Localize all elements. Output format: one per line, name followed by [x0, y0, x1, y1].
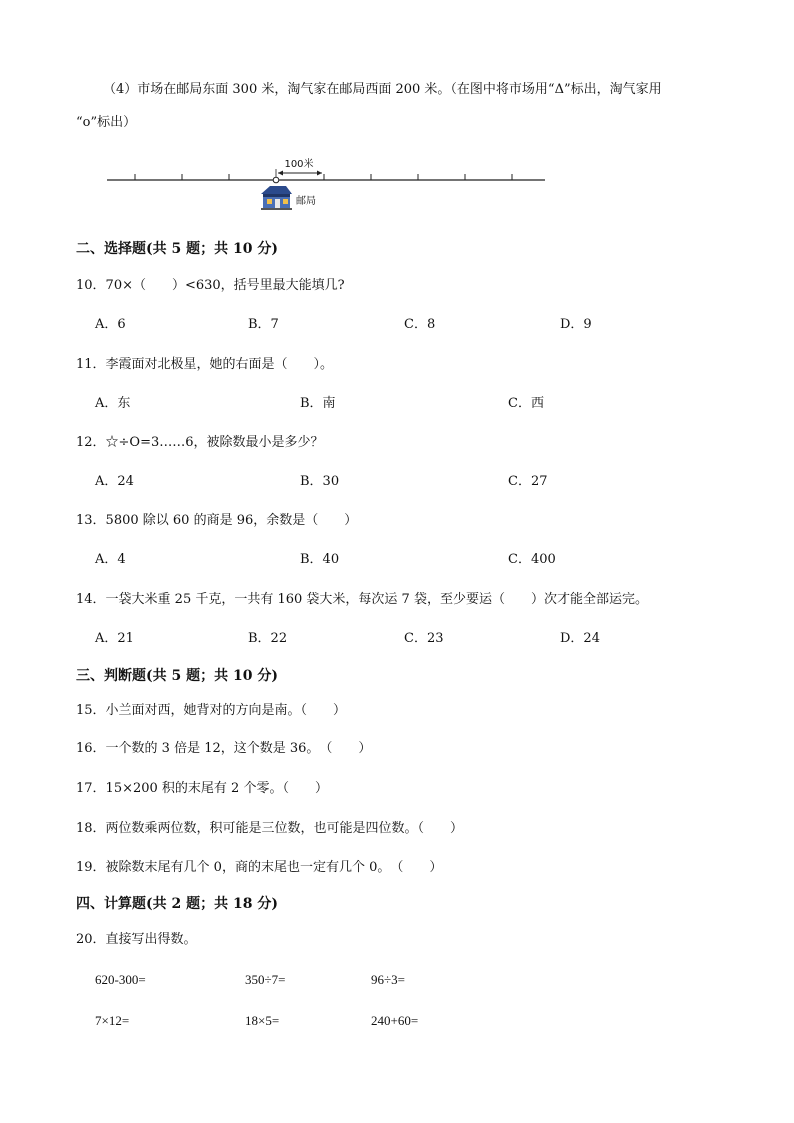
section3-title: 三、判断题(共 5 题；共 10 分) — [76, 668, 278, 684]
q11-option-c[interactable]: C．西 — [508, 396, 544, 411]
q12-option-b[interactable]: B．30 — [300, 474, 340, 489]
calc-item: 18×5= — [245, 1013, 280, 1028]
q14-option-c[interactable]: C．23 — [404, 631, 444, 646]
scale-arrowhead-right — [317, 171, 322, 176]
q14-option-d[interactable]: D．24 — [560, 631, 600, 646]
scale-label: 100米 — [284, 159, 314, 170]
q12-option-c[interactable]: C．27 — [508, 474, 548, 489]
post-office-point — [273, 177, 279, 183]
q14-option-b[interactable]: B．22 — [248, 631, 288, 646]
number-line-diagram — [100, 150, 560, 218]
q18-text: 18．两位数乘两位数，积可能是三位数，也可能是四位数。（ ） — [76, 821, 464, 836]
q13-option-b[interactable]: B．40 — [300, 552, 340, 567]
calc-item: 350÷7= — [245, 972, 286, 987]
q11-option-a[interactable]: A．东 — [95, 396, 131, 411]
q20-stem: 20．直接写出得数。 — [76, 932, 197, 947]
q10-stem: 10．70×（ ）<630，括号里最大能填几? — [76, 278, 345, 293]
q19-text: 19．被除数末尾有几个 0，商的末尾也一定有几个 0。 （ ） — [76, 860, 443, 875]
q15-text: 15．小兰面对西，她背对的方向是南。（ ） — [76, 703, 347, 718]
q9-4-text-line2: “o”标出） — [76, 115, 137, 130]
q17-text: 17．15×200 积的末尾有 2 个零。（ ） — [76, 781, 328, 796]
q14-option-a[interactable]: A．21 — [95, 631, 134, 646]
scale-arrowhead-left — [278, 171, 283, 176]
q10-option-b[interactable]: B．7 — [248, 317, 279, 332]
q11-option-b[interactable]: B．南 — [300, 396, 336, 411]
post-office-label: 邮局 — [296, 196, 316, 207]
calc-item: 240+60= — [371, 1013, 419, 1028]
section4-title: 四、计算题(共 2 题；共 18 分) — [76, 896, 278, 912]
q16-text: 16．一个数的 3 倍是 12，这个数是 36。 （ ） — [76, 741, 372, 756]
q12-stem: 12．☆÷O=3……6，被除数最小是多少？ — [76, 435, 324, 450]
calc-item: 96÷3= — [371, 972, 405, 987]
q10-option-d[interactable]: D．9 — [560, 317, 592, 332]
q12-option-a[interactable]: A．24 — [95, 474, 134, 489]
q9-4-text-line1: （4）市场在邮局东面 300 米，淘气家在邮局西面 200 米。（在图中将市场用“Δ”标出，淘气家用 — [103, 82, 662, 97]
q10-option-c[interactable]: C．8 — [404, 317, 436, 332]
calc-item: 7×12= — [95, 1013, 130, 1028]
q13-option-c[interactable]: C．400 — [508, 552, 556, 567]
q13-stem: 13．5800 除以 60 的商是 96，余数是（ ） — [76, 513, 358, 528]
q11-stem: 11．李霞面对北极星，她的右面是（ ）。 — [76, 357, 334, 372]
q14-stem: 14．一袋大米重 25 千克，一共有 160 袋大米，每次运 7 袋，至少要运（ ）次才能全部运完。 — [76, 592, 648, 607]
q13-option-a[interactable]: A．4 — [95, 552, 126, 567]
section2-title: 二、选择题(共 5 题；共 10 分) — [76, 241, 278, 257]
calc-item: 620-300= — [95, 972, 146, 987]
q10-option-a[interactable]: A．6 — [95, 317, 126, 332]
post-office-building-icon — [261, 186, 292, 210]
